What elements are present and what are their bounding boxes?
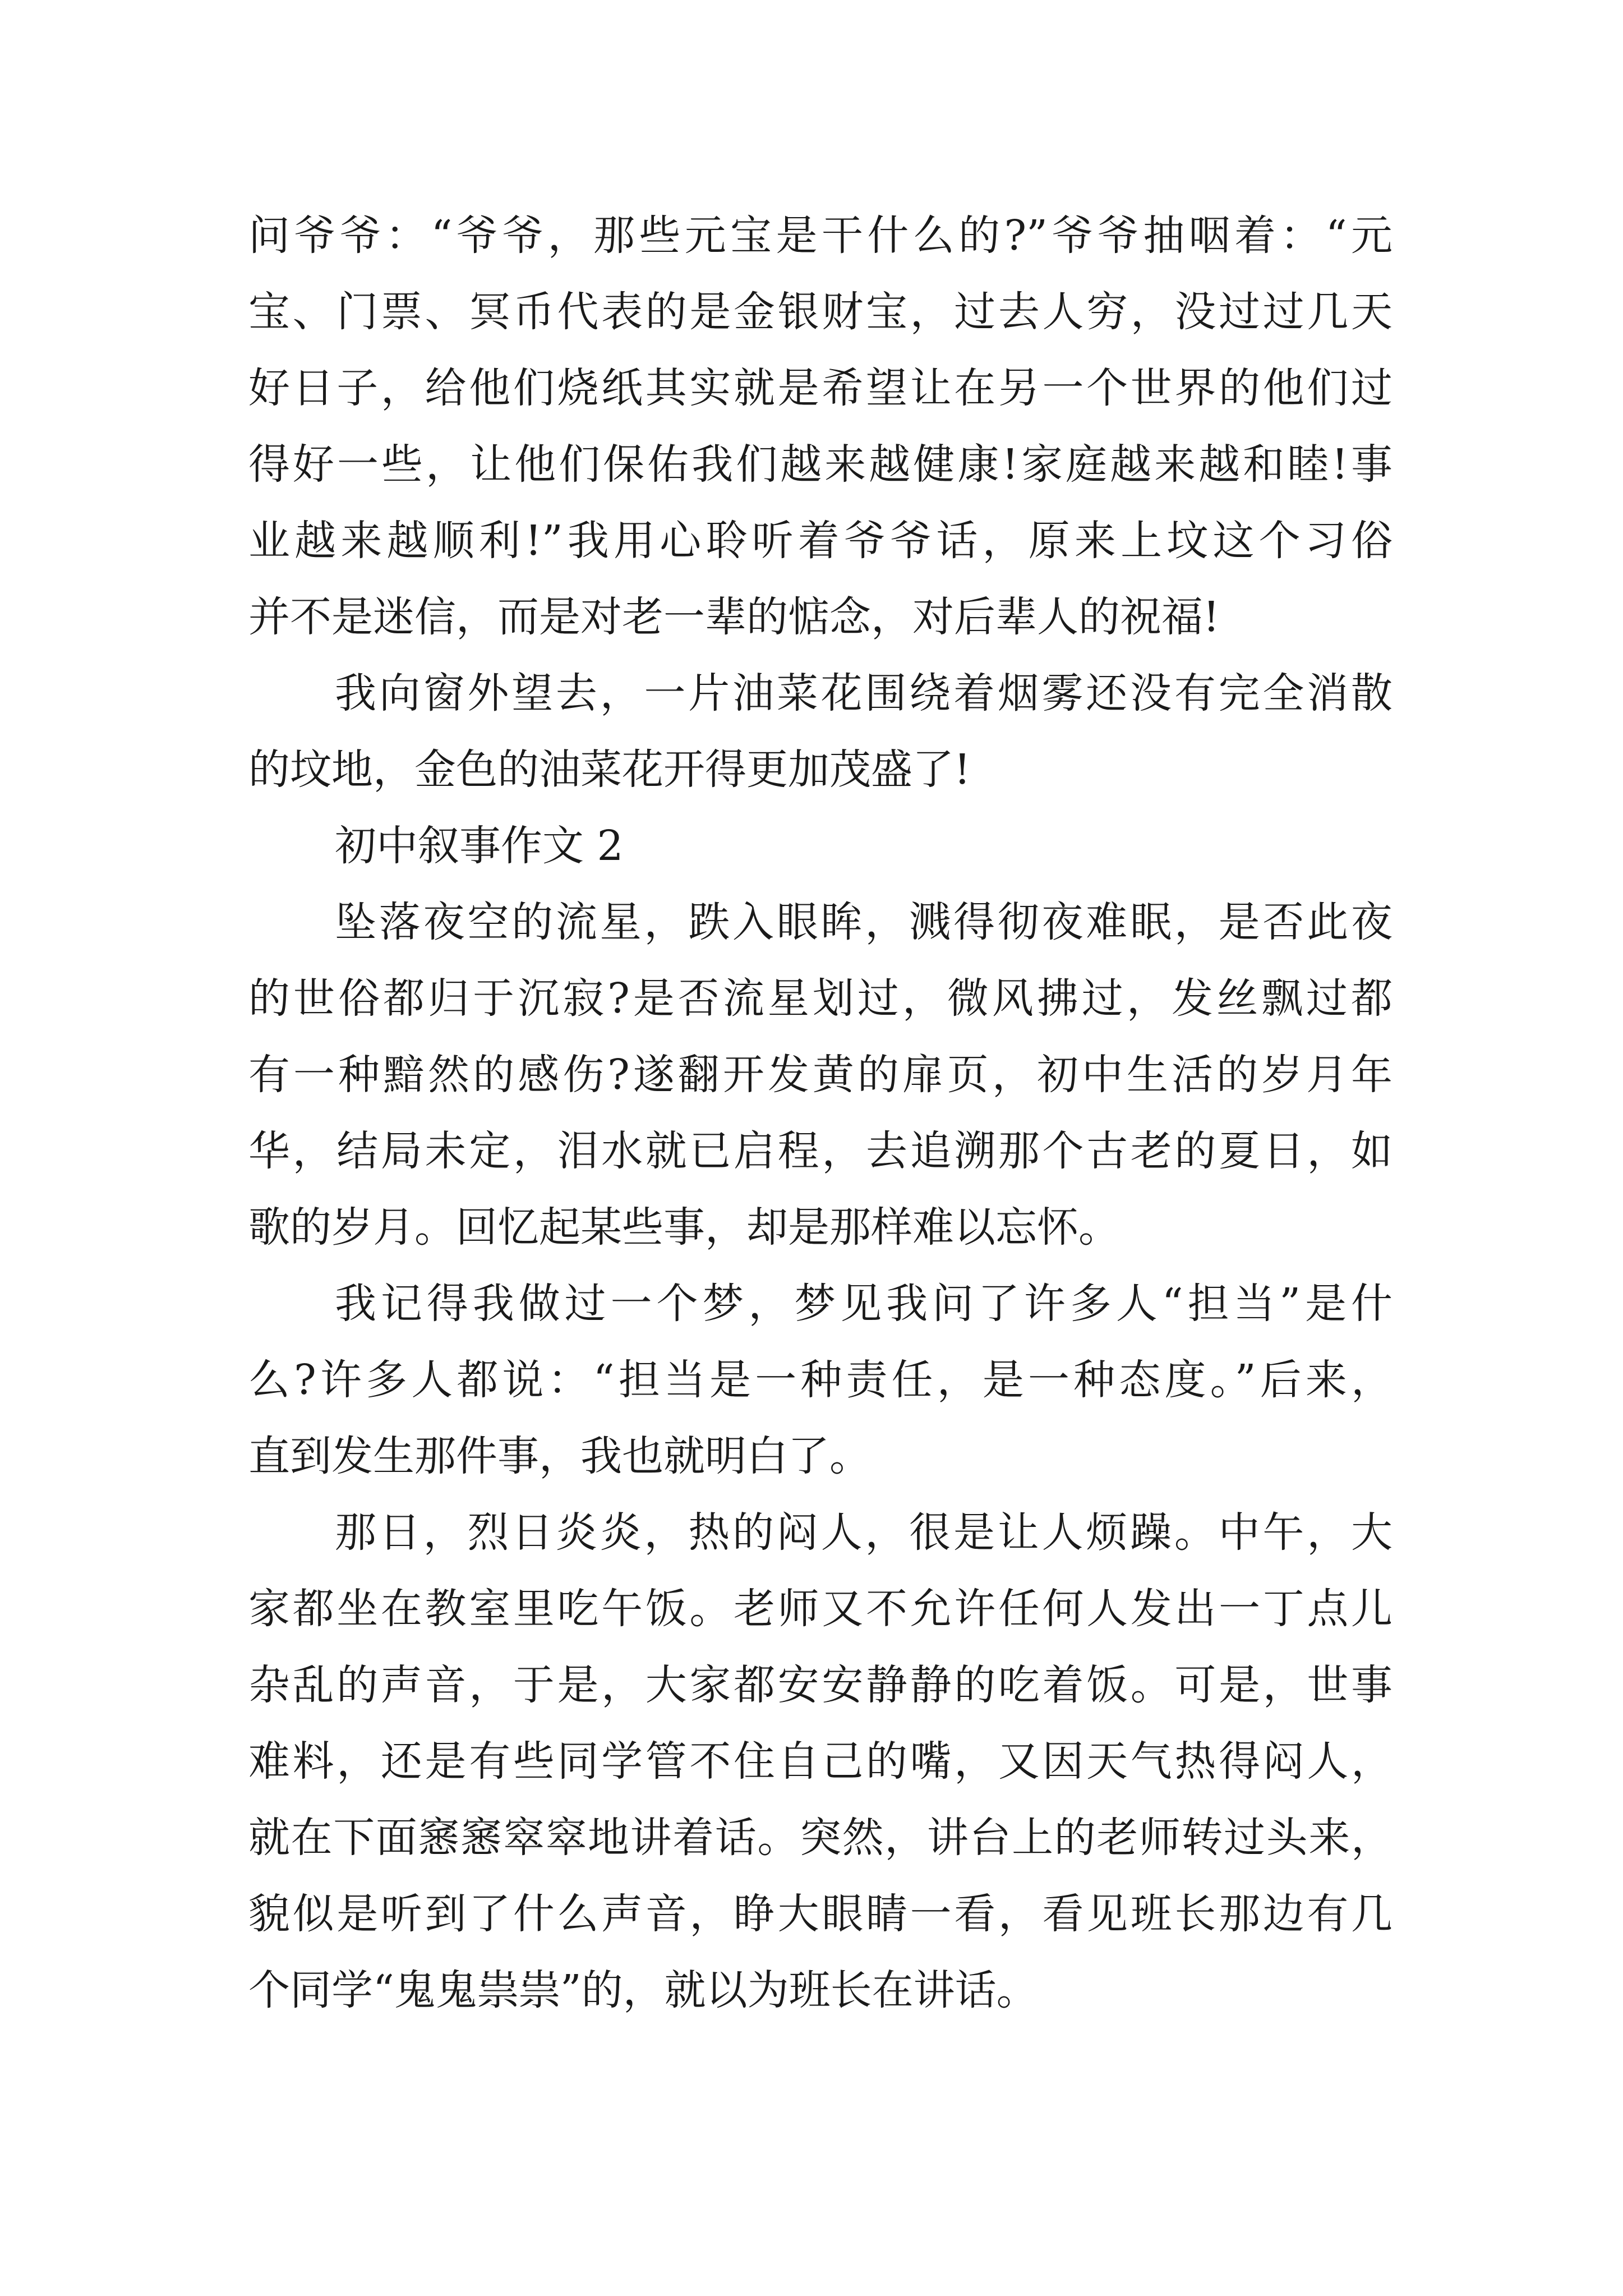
text-line: 并不是迷信，而是对老一辈的惦念，对后辈人的祝福! [248, 593, 1220, 641]
text-line: 好日子，给他们烧纸其实就是希望让在另一个世界的他们过 [248, 364, 1393, 412]
text-line: 得好一些，让他们保佑我们越来越健康!家庭越来越和睦!事 [248, 440, 1393, 489]
text-line: 难料，还是有些同学管不住自己的嘴，又因天气热得闷人， [248, 1737, 1393, 1786]
section-heading: 初中叙事作文 2 [335, 822, 624, 870]
paragraph-first-line: 我向窗外望去，一片油菜花围绕着烟雾还没有完全消散 [335, 669, 1393, 717]
text-line: 就在下面窸窸窣窣地讲着话。突然，讲台上的老师转过头来， [248, 1814, 1393, 1862]
text-line: 的世俗都归于沉寂?是否流星划过，微风拂过，发丝飘过都 [248, 974, 1393, 1023]
text-line: 么?许多人都说：“担当是一种责任，是一种态度。”后来， [248, 1356, 1393, 1404]
paragraph-first-line: 那日，烈日炎炎，热的闷人，很是让人烦躁。中午，大 [335, 1508, 1393, 1557]
text-line: 杂乱的声音，于是，大家都安安静静的吃着饭。可是，世事 [248, 1661, 1393, 1709]
text-line: 宝、门票、冥币代表的是金银财宝，过去人穷，没过过几天 [248, 288, 1393, 336]
paragraph-first-line: 坠落夜空的流星，跌入眼眸，溅得彻夜难眠，是否此夜 [335, 898, 1393, 946]
text-line: 直到发生那件事，我也就明白了。 [248, 1432, 871, 1480]
text-line: 个同学“鬼鬼祟祟”的，就以为班长在讲话。 [248, 1966, 1038, 2014]
text-line: 华，结局未定，泪水就已启程，去追溯那个古老的夏日，如 [248, 1127, 1393, 1175]
text-line: 问爷爷：“爷爷，那些元宝是干什么的?”爷爷抽咽着：“元 [248, 211, 1393, 260]
text-line: 歌的岁月。回忆起某些事，却是那样难以忘怀。 [248, 1203, 1120, 1251]
text-line: 家都坐在教室里吃午饭。老师又不允许任何人发出一丁点儿 [248, 1585, 1393, 1633]
paragraph-first-line: 我记得我做过一个梦，梦见我问了许多人“担当”是什 [335, 1280, 1393, 1328]
text-line: 有一种黯然的感伤?遂翻开发黄的扉页，初中生活的岁月年 [248, 1051, 1393, 1099]
text-line: 业越来越顺利!”我用心聆听着爷爷话，原来上坟这个习俗 [248, 517, 1393, 565]
text-line: 的坟地，金色的油菜花开得更加茂盛了! [248, 746, 971, 794]
text-line: 貌似是听到了什么声音，睁大眼睛一看，看见班长那边有几 [248, 1890, 1393, 1938]
